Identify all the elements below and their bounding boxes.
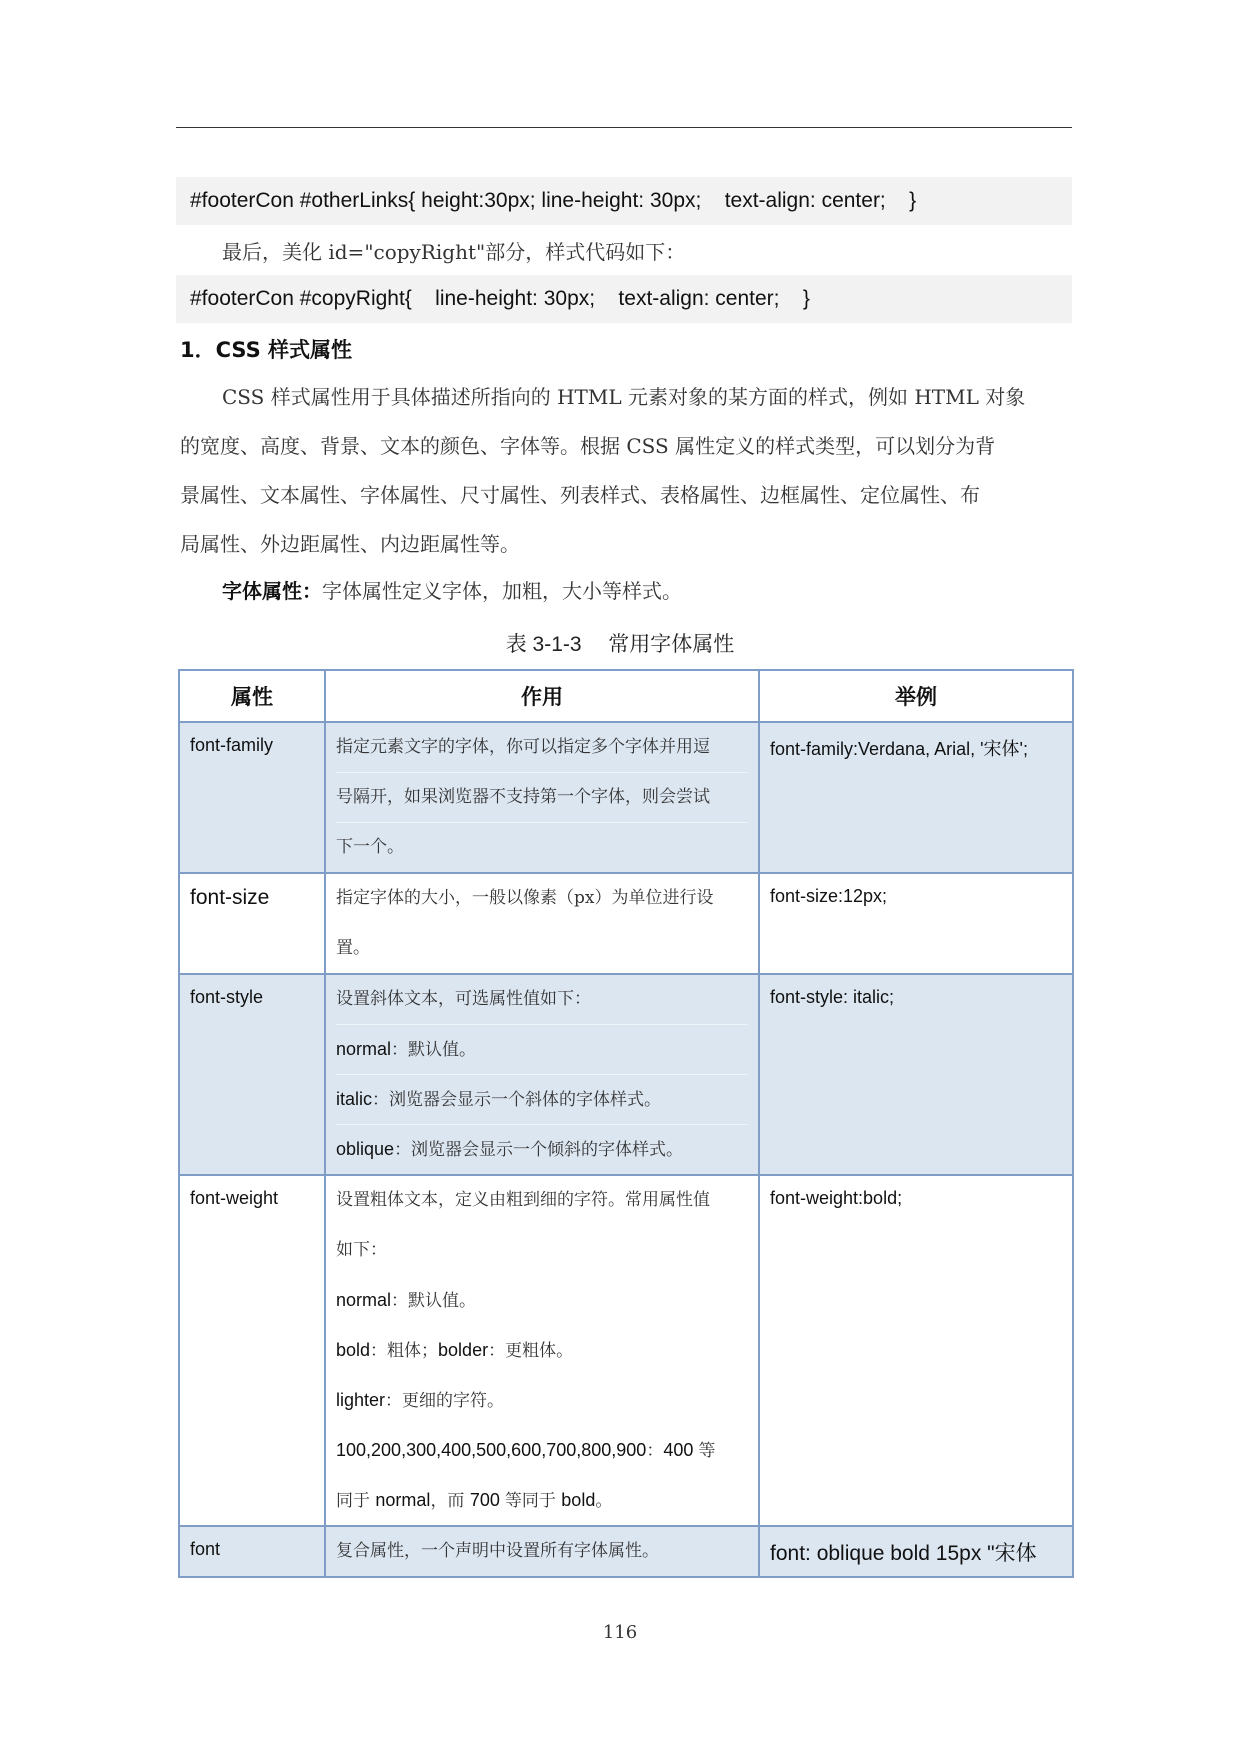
- font-properties-table: [178, 669, 1074, 1578]
- table-row: [179, 974, 1073, 1175]
- description-line: 同于 normal，而 700 等同于 bold。: [336, 1490, 613, 1511]
- header-property: 属性: [179, 670, 325, 722]
- paragraph-copyright-intro: 最后，美化 id="copyRight"部分，样式代码如下：: [222, 240, 686, 264]
- value-text: ：浏览器会显示一个斜体的字体样式。: [372, 1090, 662, 1110]
- code-block-other-links: #footerCon #otherLinks{ height:30px; line-height: 30px; text-align: center; }: [176, 177, 1072, 225]
- description-line: 指定元素文字的字体，你可以指定多个字体并用逗: [336, 723, 748, 773]
- description-line: [336, 1025, 748, 1075]
- description-line: [336, 1075, 748, 1125]
- example-value: font-weight:bold;: [770, 1188, 903, 1208]
- header-rule: [176, 127, 1072, 128]
- paragraph-bold-label: 字体属性：: [222, 579, 322, 603]
- property-name: font-weight: [190, 1188, 279, 1208]
- table-number: 表 3-1-3: [505, 633, 582, 656]
- description-line: 设置斜体文本，可选属性值如下：: [336, 975, 748, 1025]
- value-text: ：浏览器会显示一个倾斜的字体样式。: [394, 1140, 684, 1160]
- paragraph-css-properties: [180, 373, 1070, 569]
- header-function: 作用: [325, 670, 759, 722]
- description-line: lighter：更细的字符。: [336, 1376, 748, 1426]
- description-line: 设置粗体文本，定义由粗到细的字符。常用属性值: [336, 1176, 748, 1226]
- description-line: 100,200,300,400,500,600,700,800,900：400 等: [336, 1426, 748, 1476]
- description-line: 指定字体的大小，一般以像素（px）为单位进行设: [336, 874, 748, 924]
- section-heading: 1．CSS 样式属性: [180, 338, 353, 362]
- example-value: font-size:12px;: [770, 886, 888, 906]
- table-row: [179, 722, 1073, 873]
- value-name: italic: [336, 1089, 373, 1109]
- property-name: font: [190, 1539, 221, 1559]
- table-row: [179, 873, 1073, 974]
- property-name: font-style: [190, 987, 264, 1007]
- property-name: font-family: [190, 735, 274, 755]
- description-line: 如下：: [336, 1226, 748, 1276]
- table-header-row: [179, 670, 1073, 722]
- property-name: font-size: [190, 886, 270, 909]
- description-line: [336, 1125, 748, 1174]
- header-example: 举例: [759, 670, 1073, 722]
- table-caption: [0, 628, 1240, 658]
- paragraph-font-properties: [180, 567, 1070, 616]
- example-value: font: oblique bold 15px "宋体: [770, 1542, 1037, 1565]
- description-line: bold：粗体；bolder：更粗体。: [336, 1326, 748, 1376]
- value-name: oblique: [336, 1139, 395, 1159]
- page-number: 116: [602, 1622, 638, 1643]
- description-line: 复合属性，一个声明中设置所有字体属性。: [336, 1541, 659, 1561]
- code-block-copyright: #footerCon #copyRight{ line-height: 30px; text-align: center; }: [176, 275, 1072, 323]
- paragraph-line: 局属性、外边距属性、内边距属性等。: [180, 532, 520, 556]
- table-row: [179, 1175, 1073, 1526]
- description-line: 下一个。: [336, 837, 404, 857]
- table-title: 常用字体属性: [608, 632, 735, 656]
- value-name: normal: [336, 1039, 392, 1059]
- paragraph-line: CSS 样式属性用于具体描述所指向的 HTML 元素对象的某方面的样式，例如 HTML 对象: [222, 385, 1026, 409]
- example-value: font-family:Verdana, Arial, '宋体';: [770, 739, 1028, 759]
- description-line: 置。: [336, 938, 370, 958]
- description-line: normal：默认值。: [336, 1276, 748, 1326]
- value-text: ：默认值。: [391, 1040, 477, 1060]
- table-row: [179, 1526, 1073, 1577]
- paragraph-line: 的宽度、高度、背景、文本的颜色、字体等。根据 CSS 属性定义的样式类型，可以划分为背: [180, 434, 996, 458]
- paragraph-line: 景属性、文本属性、字体属性、尺寸属性、列表样式、表格属性、边框属性、定位属性、布: [180, 483, 980, 507]
- paragraph-text: 字体属性定义字体，加粗，大小等样式。: [322, 579, 682, 603]
- example-value: font-style: italic;: [770, 987, 895, 1007]
- description-line: 号隔开，如果浏览器不支持第一个字体，则会尝试: [336, 773, 748, 823]
